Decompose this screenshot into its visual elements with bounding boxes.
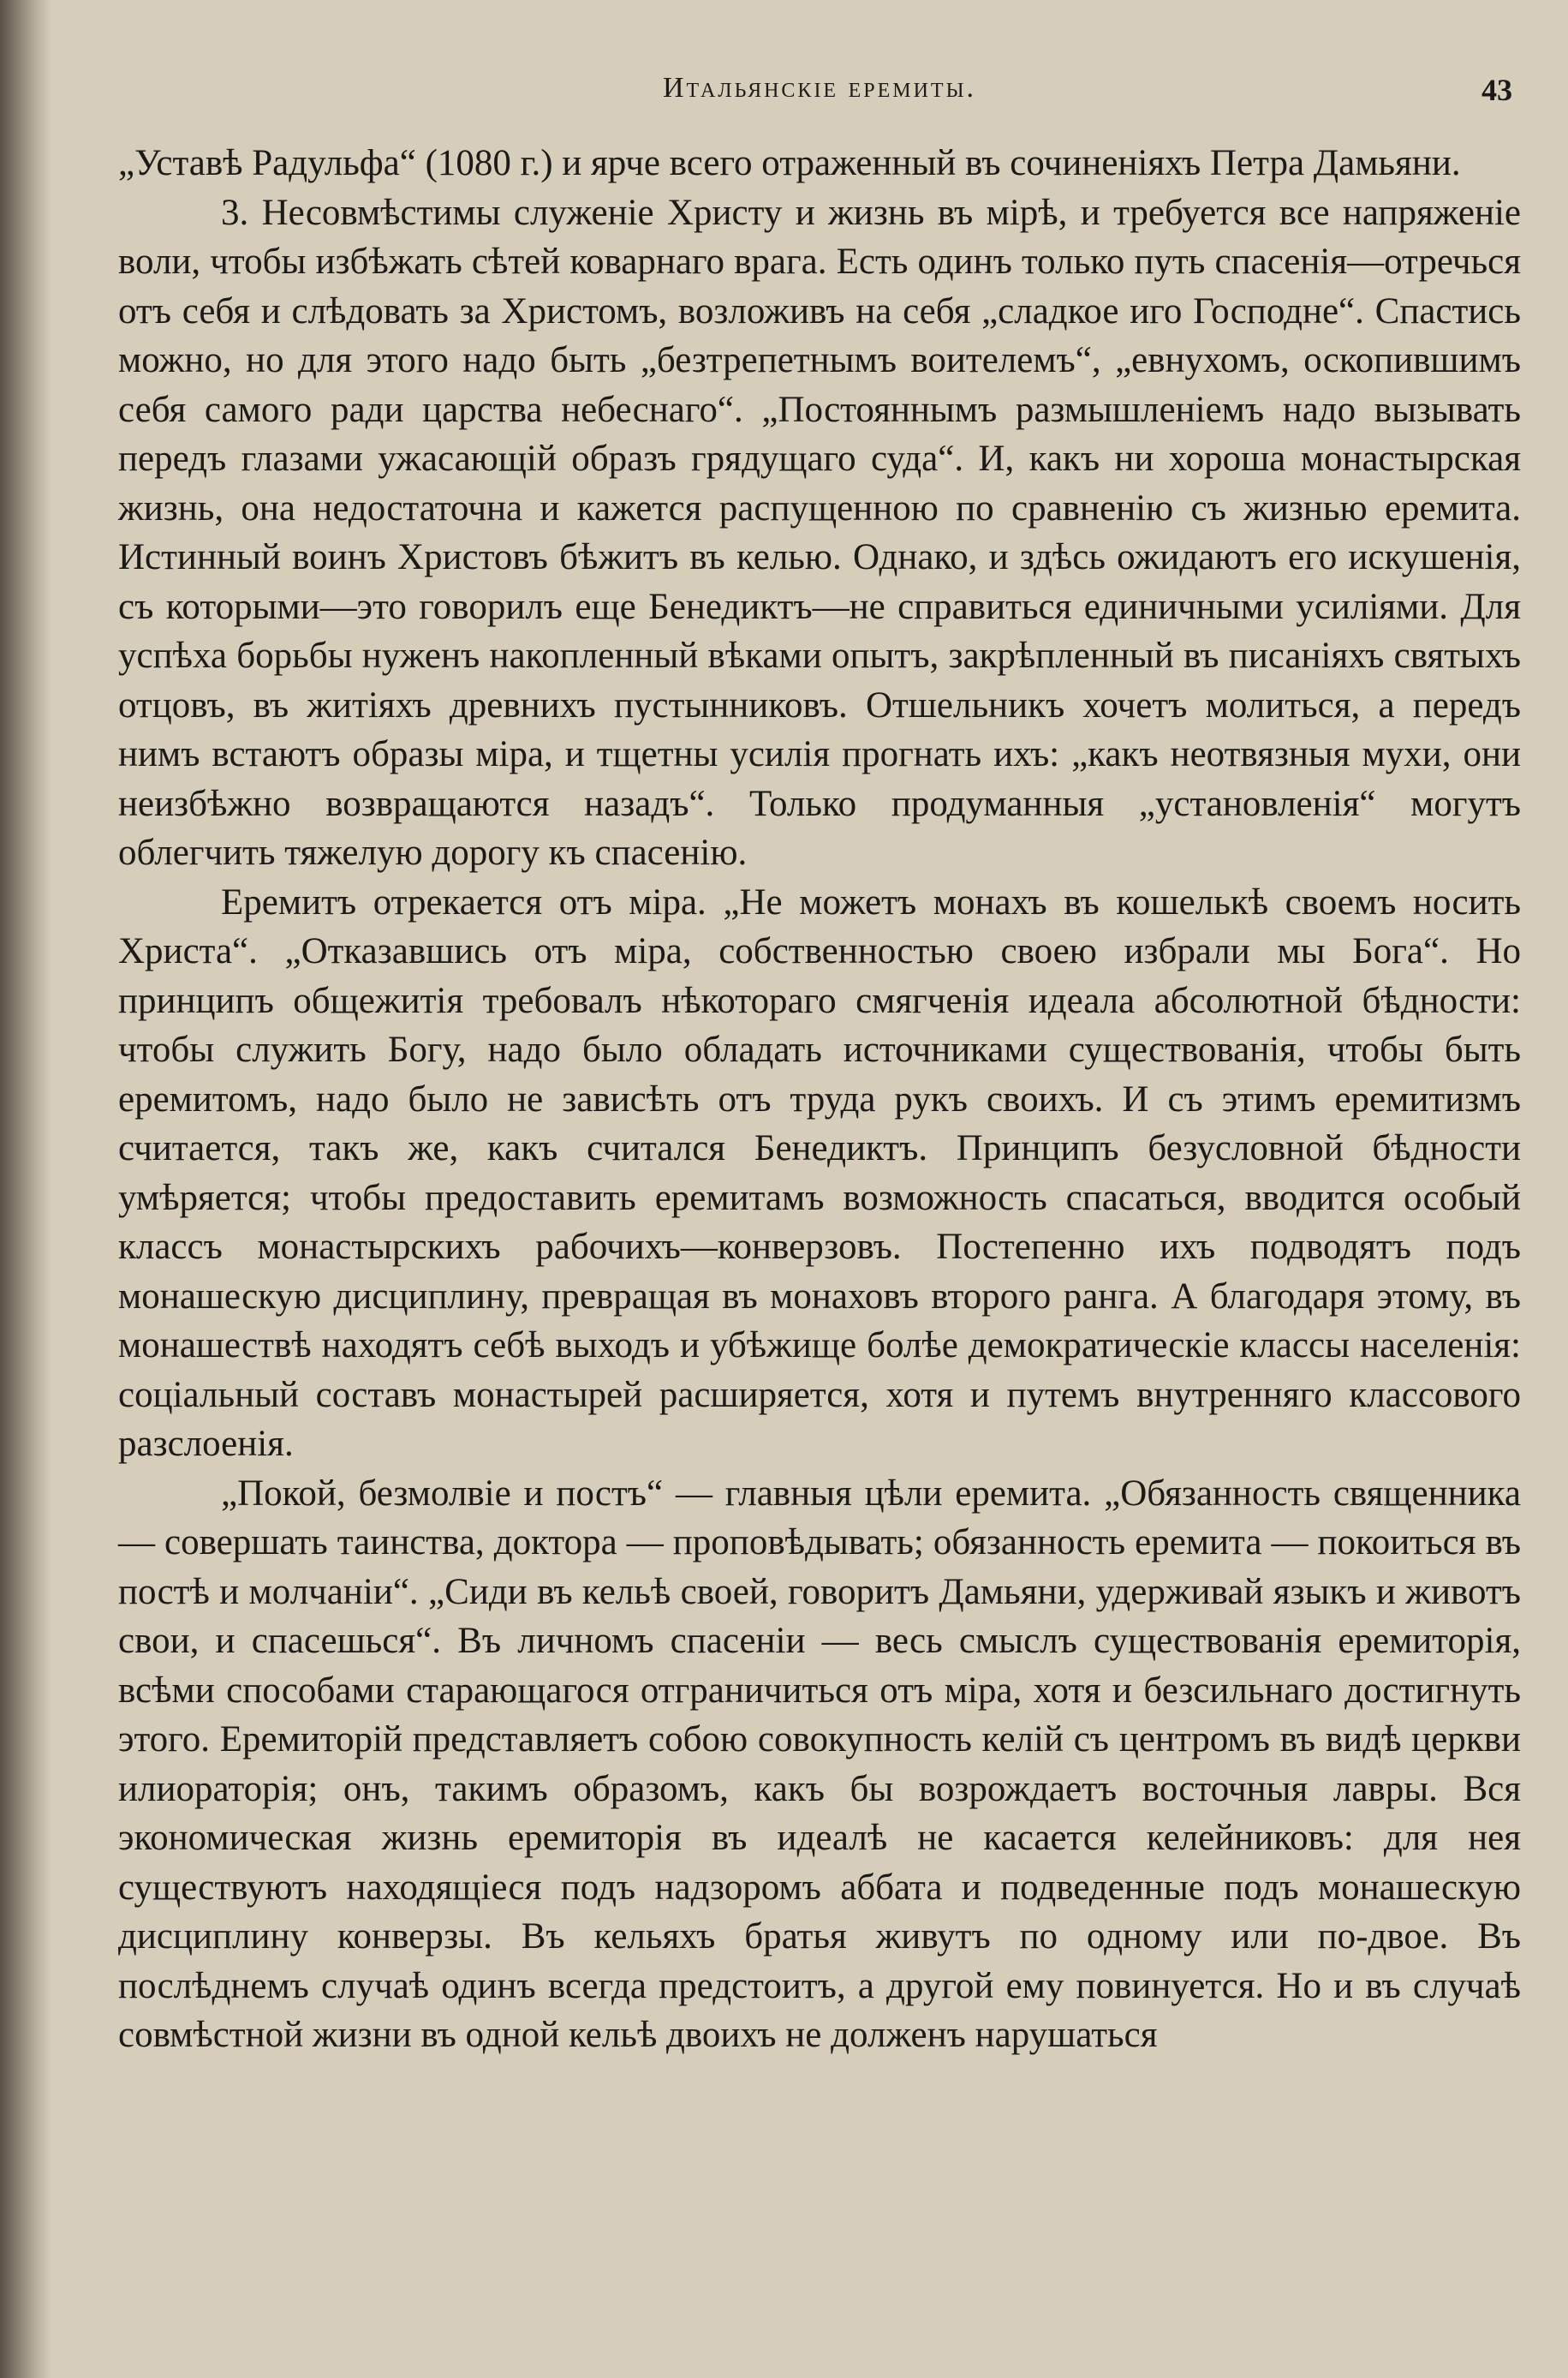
paragraph-section-3: 3. Несовмѣстимы служеніе Христу и жизнь въ мірѣ, и требуется все напряженіе воли, чтобы избѣжать сѣтей коварнаго врага. Есть одинъ только путь спасенія—отречься отъ себя и слѣдовать за Христомъ, возложивъ на себя „сладкое иго Господне“. Спастись можно, но для этого надо быть „безтрепетнымъ воителемъ“, „евнухомъ, оскопившимъ себя самого ради царства небеснаго“. „Постояннымъ размышленіемъ надо вызывать передъ глазами ужасающій образъ грядущаго суда“. И, какъ ни хороша монастырская жизнь, она недостаточна и кажется распущенною по сравненію съ жизнью еремита. Истинный воинъ Христовъ бѣжитъ въ келью. Однако, и здѣсь ожидаютъ его искушенія, съ которыми—это говорилъ еще Бенедиктъ—не справиться единичными усиліями. Для успѣха борьбы нуженъ накопленный вѣками опытъ, закрѣпленный въ писаніяхъ святыхъ отцовъ, въ житіяхъ древнихъ пустынниковъ. Отшельникъ хочетъ молиться, а передъ нимъ встаютъ образы міра, и тщетны усилія прогнать ихъ: „какъ неотвязныя мухи, они неизбѣжно возвращаются назадъ“. Только продуманныя „установленія“ могутъ облегчить тяжелую дорогу къ спасенію. <box>118 192 1521 873</box>
page-number: 43 <box>1482 73 1512 107</box>
page-gutter-shadow <box>0 0 51 2378</box>
running-head: Итальянскіе еремиты. <box>662 72 977 104</box>
page-header <box>118 72 1521 120</box>
paragraph-poverty: Еремитъ отрекается отъ міра. „Не можетъ монахъ въ кошелькѣ своемъ носить Христа“. „Отказавшись отъ міра, собственностью своею избрали мы Бога“. Но принципъ общежитія требовалъ нѣкотораго смягченія идеала абсолютной бѣдности: чтобы служить Богу, надо было обладать источниками существованія, чтобы быть еремитомъ, надо было не зависѣть отъ труда рукъ своихъ. И съ этимъ еремитизмъ считается, такъ же, какъ считался Бенедиктъ. Принципъ безусловной бѣдности умѣряется; чтобы предоставить еремитамъ возможность спасаться, вводится особый классъ монастырскихъ рабочихъ—конверзовъ. Постепенно ихъ подводятъ подъ монашескую дисциплину, превращая въ монаховъ второго ранга. А благодаря этому, въ монашествѣ находятъ себѣ выходъ и убѣжище болѣе демократическіе классы населенія: соціальный составъ монастырей расширяется, хотя и путемъ внутренняго классового разслоенія. <box>118 881 1521 1464</box>
paragraph-rest-silence-fast: „Покой, безмолвіе и постъ“ — главныя цѣли еремита. „Обязанность священника — совершать таинства, доктора — проповѣдывать; обязанность еремита — покоиться въ постѣ и молчаніи“. „Сиди въ кельѣ своей, говоритъ Дамьяни, удерживай языкъ и животъ свои, и спасешься“. Въ личномъ спасеніи — весь смыслъ существованія еремиторія, всѣми способами старающагося отграничиться отъ міра, хотя и безсильнаго достигнуть этого. Еремиторій представляетъ собою совокупность келій съ центромъ въ видѣ церкви илиораторія; онъ, такимъ образомъ, какъ бы возрождаетъ восточныя лавры. Вся экономическая жизнь еремиторія въ идеалѣ не касается келейниковъ: для нея существуютъ находящіеся подъ надзоромъ аббата и подведенные подъ монашескую дисциплину конверзы. Въ кельяхъ братья живутъ по одному или по-двое. Въ послѣднемъ случаѣ одинъ всегда предстоитъ, а другой ему повинуется. Но и въ случаѣ совмѣстной жизни въ одной кельѣ двоихъ не долженъ нарушаться <box>118 1473 1521 2055</box>
page-body <box>118 139 1521 2060</box>
paragraph-continued: „Уставѣ Радульфа“ (1080 г.) и ярче всего отраженный въ сочиненіяхъ Петра Дамьяни. <box>118 143 1461 183</box>
